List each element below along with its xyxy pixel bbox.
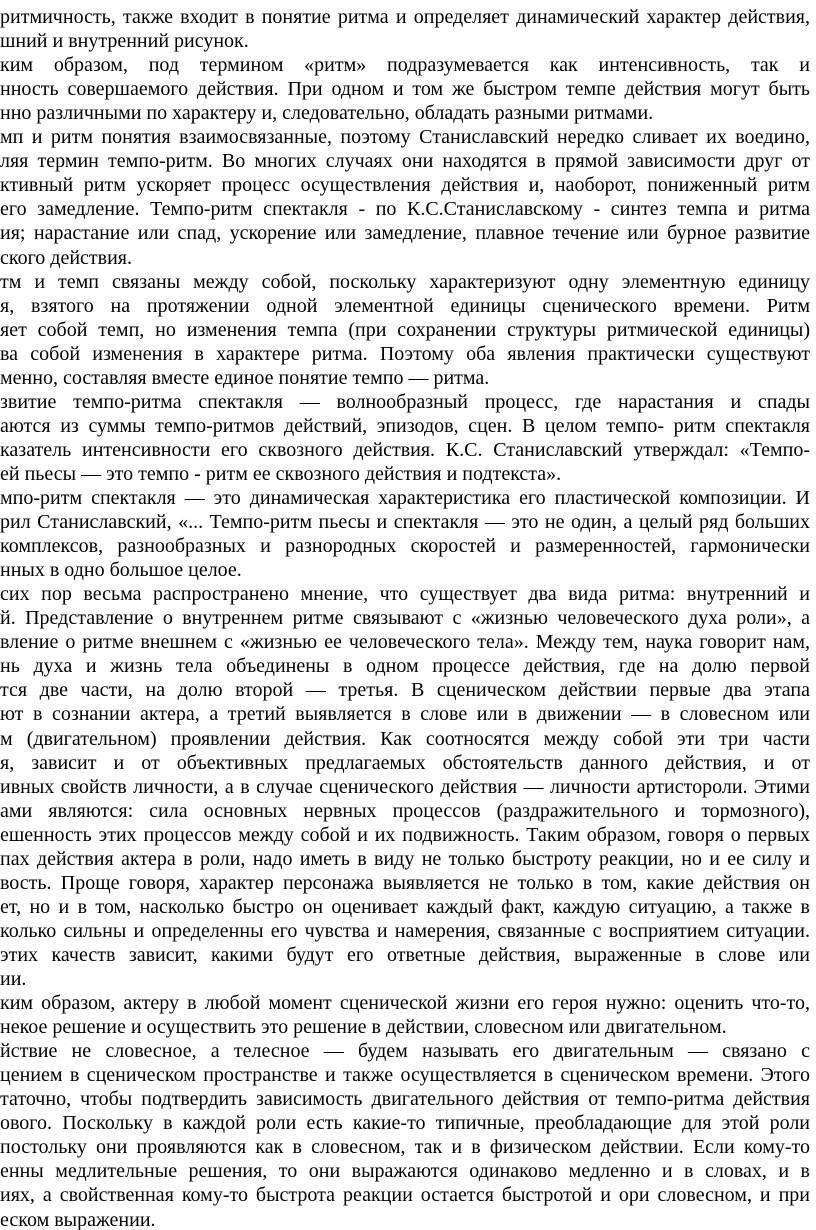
text-line: нность совершаемого действия. При одном и том же быстром темпе действия могут быть xyxy=(0,78,810,101)
text-line: постольку они проявляются как в словесном, так и в физическом действии. Если кому-то xyxy=(0,1136,810,1159)
text-line: звитие темпо-ритма спектакля — волнообразный процесс, где нарастания и спады xyxy=(0,390,810,413)
text-line: пах действия актера в роли, надо иметь в виду не только быстроту реакции, но и ее силу и xyxy=(0,847,810,870)
text-line: этих качеств зависит, какими будут его ответные действия, выраженные в слове или xyxy=(0,943,810,966)
text-line: рил Станиславский, «... Темпо-ритм пьесы и спектакля — это не один, а целый ряд больших xyxy=(0,511,810,534)
text-line: шний и внутренний рисунок. xyxy=(0,30,249,53)
text-line: яет собой темп, но изменения темпа (при сохранении структуры ритмической единицы) xyxy=(0,318,810,341)
text-line: вость. Проще говоря, характер персонажа выявляется не только в том, какие действия он xyxy=(0,871,810,894)
text-line: аются из суммы темпо-ритмов действий, эпизодов, сцен. В целом темпо- ритм спектакля xyxy=(0,414,810,437)
text-line: казатель интенсивности его сквозного действия. К.С. Станиславский утверждал: «Темпо- xyxy=(0,438,810,461)
text-line: ва собой изменения в характере ритма. Поэтому оба явления практически существуют xyxy=(0,342,810,365)
text-line: ешенность этих процессов между собой и их подвижность. Таким образом, говоря о первых xyxy=(0,823,810,846)
text-line: цением в сценическом пространстве и также осуществляется в сценическом времени. Этого xyxy=(0,1064,810,1087)
text-line: вление о ритме внешнем с «жизнью ее человеческого тела». Между тем, наука говорит нам, xyxy=(0,631,810,654)
text-line: менно, составляя вместе единое понятие темпо — ритма. xyxy=(0,366,490,389)
text-line: нно различными по характеру и, следовательно, обладать разными ритмами. xyxy=(0,102,654,125)
text-line: его замедление. Темпо-ритм спектакля - по К.С.Станиславскому - синтез темпа и ритма xyxy=(0,198,810,221)
text-line: нь духа и жизнь тела объединены в одном процессе действия, где на долю первой xyxy=(0,655,810,678)
text-line: ким образом, под термином «ритм» подразумевается как интенсивность, так и xyxy=(0,54,810,77)
text-line: ет, но и в том, насколько быстро он оценивает каждый факт, каждую ситуацию, а также в xyxy=(0,895,810,918)
text-line: тм и темп связаны между собой, поскольку характеризуют одну элементную единицу xyxy=(0,270,810,293)
text-line: ей пьесы — это темпо - ритм ее сквозного действия и подтекста». xyxy=(0,462,562,485)
text-line: тся две части, на долю второй — третья. В сценическом действии первые два этапа xyxy=(0,679,810,702)
text-line: ют в сознании актера, а третий выявляется в слове или в движении — в словесном или xyxy=(0,703,810,726)
text-line: комплексов, разнообразных и разнородных скоростей и размеренностей, гармонически xyxy=(0,535,810,558)
text-line: ктивный ритм ускоряет процесс осуществления действия и, наоборот, пониженный ритм xyxy=(0,174,810,197)
text-line: мпо-ритм спектакля — это динамическая характеристика его пластической композиции. И xyxy=(0,487,810,509)
text-line: некое решение и осуществить это решение в действии, словесном или двигательном. xyxy=(0,1016,727,1039)
text-line: нных в одно большое целое. xyxy=(0,559,242,582)
text-line: енны медлительные решения, то они выражаются одинаково медленно и в словах, и в xyxy=(0,1160,810,1183)
text-line: таточно, чтобы подтвердить зависимость двигательного действия от темпо-ритма действия xyxy=(0,1088,810,1111)
text-line: ового. Поскольку в каждой роли есть какие-то типичные, преобладающие для этой роли xyxy=(0,1112,810,1135)
text-line: ким образом, актеру в любой момент сценической жизни его героя нужно: оценить что-то, xyxy=(0,992,810,1015)
text-line: ии. xyxy=(0,968,27,990)
text-line: м (двигательном) проявлении действия. Как соотносятся между собой эти три части xyxy=(0,727,810,750)
text-line: еском выражении. xyxy=(0,1208,156,1230)
text-line: иях, а свойственная кому-то быстрота реакции остается быстротой и ори словесном, и при xyxy=(0,1184,810,1207)
text-line: я, зависит и от объективных предлагаемых обстоятельств данного действия, и от xyxy=(0,751,810,774)
text-line: колько сильны и определенны его чувства и намерения, связанные с восприятием ситуации. xyxy=(0,919,810,942)
text-line: мп и ритм понятия взаимосвязанные, поэтому Станиславский нередко сливает их воедино, xyxy=(0,126,810,149)
text-line: ляя термин темпо-ритм. Во многих случаях они находятся в прямой зависимости друг от xyxy=(0,150,810,173)
text-line: ского действия. xyxy=(0,246,133,269)
text-line: ритмичность, также входит в понятие ритма и определяет динамический характер действия, xyxy=(0,6,810,28)
text-line: ивных свойств личности, а в случае сценического действия — личности артистороли. Этими xyxy=(0,775,810,798)
text-line: я, взятого на протяжении одной элементной единицы сценического времени. Ритм xyxy=(0,294,810,317)
text-line: йствие не словесное, а телесное — будем называть его двигательным — связано с xyxy=(0,1040,810,1063)
text-line: ия; нарастание или спад, ускорение или замедление, плавное течение или бурное развитие xyxy=(0,222,810,245)
text-line: й. Представление о внутреннем ритме связывают с «жизнью человеческого духа роли», а xyxy=(0,607,810,630)
text-line: сих пор весьма распространено мнение, что существует два вида ритма: внутренний и xyxy=(0,583,810,606)
text-line: ами являются: сила основных нервных процессов (раздражительного и тормозного), xyxy=(0,799,810,822)
